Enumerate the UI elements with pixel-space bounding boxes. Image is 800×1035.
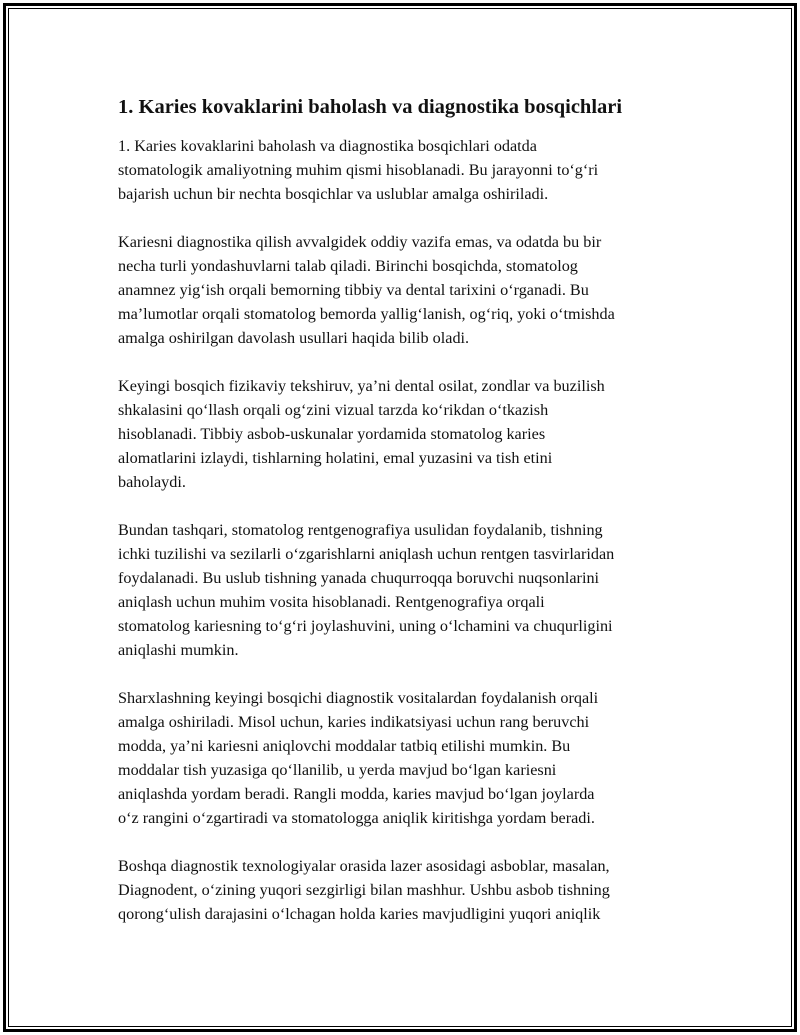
document-body: [118, 92, 693, 950]
text-line: Diagnodent, o‘zining yuqori sezgirligi bilan mashhur. Ushbu asbob tishning: [118, 881, 610, 899]
text-line: hisoblanadi. Tibbiy asbob-uskunalar yordamida stomatolog karies: [118, 425, 546, 443]
text-line: ma’lumotlar orqali stomatolog bemorda yallig‘lanish, og‘riq, yoki o‘tmishda: [118, 305, 615, 323]
paragraph-laser-tools: [118, 854, 693, 926]
paragraph-physical-exam: [118, 374, 693, 494]
text-line: aniqlash uchun muhim vosita hisoblanadi. Rentgenografiya orqali: [118, 593, 545, 611]
text-line: stomatolog kariesning to‘g‘ri joylashuvini, uning o‘lchamini va chuqurligini: [118, 617, 613, 635]
section-heading: 1. Karies kovaklarini baholash va diagnostika bosqichlari: [118, 96, 623, 118]
text-line: aniqlashi mumkin.: [118, 641, 239, 659]
text-line: Keyingi bosqich fizikaviy tekshiruv, ya’ni dental osilat, zondlar va buzilish: [118, 377, 605, 395]
text-line: foydalanadi. Bu uslub tishning yanada chuqurroqqa boruvchi nuqsonlarini: [118, 569, 600, 587]
text-line: amalga oshiriladi. Misol uchun, karies indikatsiyasi uchun rang beruvchi: [118, 713, 590, 731]
text-line: alomatlarini izlaydi, tishlarning holatini, emal yuzasini va tish etini: [118, 449, 553, 467]
text-line: modda, ya’ni kariesni aniqlovchi moddalar tatbiq etilishi mumkin. Bu: [118, 737, 571, 755]
text-line: necha turli yondashuvlarni talab qiladi. Birinchi bosqichda, stomatolog: [118, 257, 578, 275]
text-line: baholaydi.: [118, 473, 186, 491]
text-line: moddalar tish yuzasiga qo‘llanilib, u yerda mavjud bo‘lgan kariesni: [118, 761, 557, 779]
text-line: Sharxlashning keyingi bosqichi diagnostik vositalardan foydalanish orqali: [118, 689, 599, 707]
text-line: 1. Karies kovaklarini baholash va diagnostika bosqichlari odatda: [118, 137, 537, 155]
text-line: ichki tuzilishi va sezilarli o‘zgarishlarni aniqlash uchun rentgen tasvirlaridan: [118, 545, 615, 563]
paragraph-anamnesis: [118, 230, 693, 350]
text-line: aniqlashda yordam beradi. Rangli modda, karies mavjud bo‘lgan joylarda: [118, 785, 595, 803]
paragraph-radiography: [118, 518, 693, 662]
paragraph-intro: [118, 134, 693, 206]
text-line: stomatologik amaliyotning muhim qismi hisoblanadi. Bu jarayonni to‘g‘ri: [118, 161, 599, 179]
text-line: bajarish uchun bir nechta bosqichlar va uslublar amalga oshiriladi.: [118, 185, 549, 203]
text-line: amalga oshirilgan davolash usullari haqida bilib oladi.: [118, 329, 470, 347]
text-line: qorong‘ulish darajasini o‘lchagan holda karies mavjudligini yuqori aniqlik: [118, 905, 601, 923]
text-line: anamnez yig‘ish orqali bemorning tibbiy va dental tarixini o‘rganadi. Bu: [118, 281, 589, 299]
paragraph-diagnostic-agents: [118, 686, 693, 830]
text-line: shkalasini qo‘llash orqali og‘zini vizual tarzda ko‘rikdan o‘tkazish: [118, 401, 549, 419]
text-line: Boshqa diagnostik texnologiyalar orasida lazer asosidagi asboblar, masalan,: [118, 857, 610, 875]
text-line: Kariesni diagnostika qilish avvalgidek oddiy vazifa emas, va odatda bu bir: [118, 233, 602, 251]
text-line: Bundan tashqari, stomatolog rentgenografiya usulidan foydalanib, tishning: [118, 521, 603, 539]
text-line: o‘z rangini o‘zgartiradi va stomatologga aniqlik kiritishga yordam beradi.: [118, 809, 595, 827]
